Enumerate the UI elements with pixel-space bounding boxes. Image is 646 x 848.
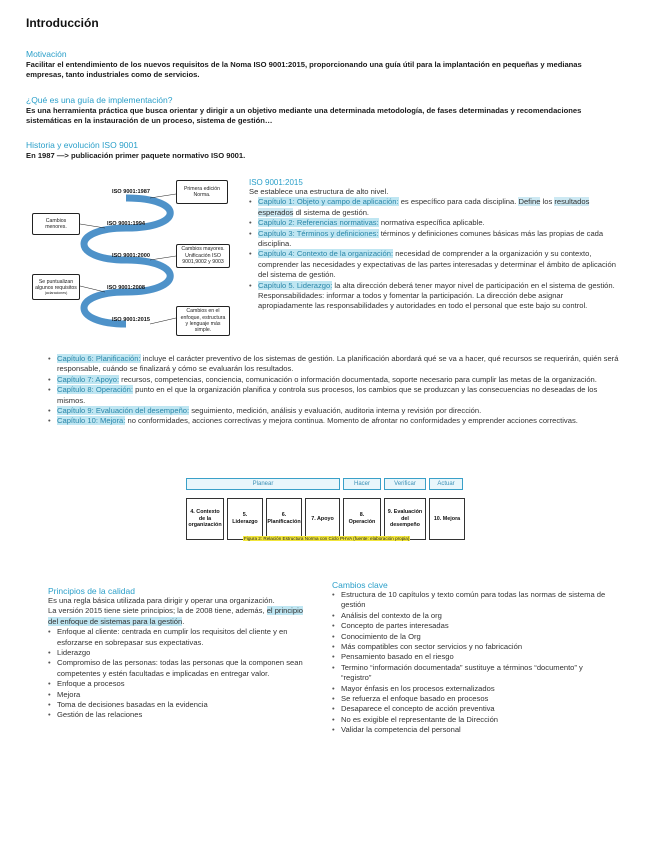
cambios-heading: Cambios clave — [332, 580, 388, 590]
note-puntualizan-small: (aclaraciones) — [44, 291, 68, 296]
timeline-node-1987: ISO 9001:1987 — [112, 189, 150, 195]
timeline-node-1994: ISO 9001:1994 — [107, 221, 145, 227]
cambio-item: • Desaparece el concepto de acción preventiva — [332, 704, 614, 714]
note-puntualizan — [32, 274, 80, 300]
pdca-box-contexto: 4. Contexto de la organización — [186, 498, 224, 540]
historia-heading: Historia y evolución ISO 9001 — [26, 140, 138, 150]
guia-text: Es una herramienta práctica que busca orientar y dirigir a un objetivo mediante una determinada metodología, de fases determinadas y recomendaciones sistemáticas en la instauración de un proceso, sistema de gestión… — [26, 106, 582, 125]
iso2015-heading: ISO 9001:2015 — [249, 178, 303, 187]
iso2015-item-1 — [249, 197, 619, 218]
cambio-item: • Conocimiento de la Org — [332, 632, 614, 642]
cap-4-text: necesidad de comprender a la organización y su contexto, comprender las necesidades y expectativas de las partes interesadas y determinar el ámbito de aplicación del sistema de gestión. — [258, 249, 616, 280]
iso2015-intro: Se establece una estructura de alto nivel. — [249, 187, 389, 196]
pdca-box-liderazgo: 5. Liderazgo — [227, 498, 263, 540]
cambio-item: • Estructura de 10 capítulos y texto común para todas las normas de sistema de gestión — [332, 590, 614, 611]
principio-item: • Gestión de las relaciones — [48, 710, 310, 720]
cambio-item: • Análisis del contexto de la org — [332, 611, 614, 621]
cap-1-end: dl sistema de gestión. — [293, 207, 370, 217]
phase-planear: Planear — [186, 478, 340, 490]
note-cambios-mayores: Cambios mayores. Unificación ISO 9001,9002 y 9003 — [176, 244, 230, 268]
chapter-6-label: Capítulo 6: Planificación: — [57, 354, 141, 363]
guia-heading: ¿Qué es una guía de implementación? — [26, 95, 173, 105]
pdca-box-apoyo: 7. Apoyo — [305, 498, 340, 540]
cap-1-hl-resultados: resultados esperados — [258, 197, 590, 217]
motivacion-text: Facilitar el entendimiento de los nuevos requisitos de la Noma ISO 9001:2015, proporcionando una guía útil para la implantación en pequeñas y medianas empresas, tanto industriales como de servicios. — [26, 60, 582, 79]
principios-p2-a: La versión 2015 tiene siete principios; la de 2008 tiene, además, — [48, 606, 267, 616]
phase-actuar: Actuar — [429, 478, 463, 490]
iso-timeline-diagram — [30, 168, 240, 340]
pdca-box-operacion: 8. Operación — [343, 498, 381, 540]
chapter-10-text: no conformidades, acciones correctivas y mejora continua. Momento de afrontar no conformidades y emprender acciones correctivas. — [125, 416, 578, 426]
cap-3-label: Capítulo 3: Términos y definiciones: — [258, 228, 379, 238]
chapter-8-label: Capítulo 8: Operación: — [57, 385, 133, 395]
iso2015-item-5 — [249, 281, 619, 312]
historia-text: En 1987 —> publicación primer paquete normativo ISO 9001. — [26, 151, 246, 160]
principio-item: • Compromiso de las personas: todas las personas que la componen sean competentes y estén facultadas e implicadas en entregar valor. — [48, 658, 310, 679]
principios-p2-highlight: el principio del enfoque de sistemas para la gestión — [48, 606, 303, 626]
cambio-item: • Validar la competencia del personal — [332, 725, 614, 735]
cap-3-text: términos y definiciones comunes básicas más las propias de cada disciplina. — [258, 228, 604, 249]
cambio-item: • Pensamiento basado en el riesgo — [332, 652, 614, 662]
chapter-6-text: incluye el carácter preventivo de los sistemas de gestión. La planificación abordará qué se va a hacer, qué recursos se requerirán, quién será responsable, cuándo se finalizará y cómo se evaluarán los resultados. — [57, 354, 619, 374]
cambio-item: • Termino “información documentada” sustituye a términos “documento” y “registro” — [332, 663, 614, 684]
cambio-item: • Se refuerza el enfoque basado en procesos — [332, 694, 614, 704]
chapter-6 — [48, 354, 620, 375]
principio-item: • Mejora — [48, 690, 310, 700]
principio-item: • Toma de decisiones basadas en la evidencia — [48, 700, 310, 710]
principios-p1: Es una regla básica utilizada para dirigir y operar una organización. — [48, 596, 275, 605]
note-cambios-menores: Cambios menores. — [32, 213, 80, 235]
principio-item: • Enfoque al cliente: centrada en cumplir los requisitos del cliente y en esforzarse en sobrepasar sus expectativas. — [48, 627, 310, 648]
pdca-box-evaluacion: 9. Evaluación del desempeño — [384, 498, 426, 540]
cap-1-mid: los — [540, 197, 555, 207]
chapter-10 — [48, 416, 620, 426]
motivacion-heading: Motivación — [26, 49, 67, 59]
chapter-7-label: Capítulo 7: Apoyo: — [57, 374, 120, 384]
timeline-node-2000: ISO 9001:2000 — [112, 253, 150, 259]
cambio-item: • Más compatibles con sector servicios y no fabricación — [332, 642, 614, 652]
iso2015-item-3 — [249, 229, 619, 250]
cap-1-text: es específico para cada disciplina. — [398, 197, 519, 207]
chapter-10-label: Capítulo 10: Mejora: — [57, 416, 126, 426]
iso2015-section — [249, 178, 619, 312]
principio-item: • Enfoque a procesos — [48, 679, 310, 689]
cambio-item: • Concepto de partes interesadas — [332, 621, 614, 631]
cap-1-label: Capítulo 1: Objeto y campo de aplicación: — [258, 197, 399, 207]
connector-3 — [150, 256, 176, 260]
pdca-box-planificacion: 6. Planificación — [266, 498, 302, 540]
cap-5-label: Capítulo 5. Liderazgo: — [258, 280, 333, 290]
phase-verificar: Verificar — [384, 478, 426, 490]
iso2015-item-4 — [249, 249, 619, 280]
chapter-8 — [48, 385, 620, 406]
connector-1 — [150, 194, 176, 198]
chapter-9 — [48, 406, 620, 416]
chapters-list — [48, 354, 620, 427]
cambios-section — [332, 580, 614, 736]
connector-5 — [150, 318, 176, 324]
note-puntualizan-text: Se puntualizan algunos requisitos — [35, 278, 77, 291]
cambio-item: • Mayor énfasis en los procesos externalizados — [332, 684, 614, 694]
principios-heading: Principios de la calidad — [48, 586, 135, 596]
cap-1-hl-define: Define — [518, 197, 541, 207]
cambios-list — [332, 590, 614, 736]
cap-2-text: normativa específica aplicable. — [378, 218, 485, 228]
iso2015-list — [249, 197, 619, 311]
connector-4 — [80, 286, 105, 292]
chapter-7 — [48, 375, 620, 385]
phase-hacer: Hacer — [343, 478, 381, 490]
cambio-item: • No es exigible el representante de la Dirección — [332, 715, 614, 725]
principios-p2-b: . — [182, 616, 185, 626]
principios-list — [48, 627, 310, 721]
timeline-node-2015: ISO 9001:2015 — [112, 317, 150, 323]
page-title: Introducción — [26, 16, 99, 30]
pdca-caption: Figura 2: Relación Estructura Norma con Ciclo PHVA (fuente: elaboración propia) — [244, 536, 410, 541]
principios-p2 — [48, 606, 310, 627]
chapter-9-text: seguimiento, medición, análisis y evaluación, auditoria interna y revisión por dirección. — [189, 406, 482, 416]
cap-4-label: Capítulo 4: Contexto de la organización: — [258, 249, 394, 259]
chapter-9-label: Capítulo 9: Evaluación del desempeño: — [57, 406, 190, 416]
cap-2-label: Capítulo 2: Referencias normativas: — [258, 218, 379, 228]
note-cambios-enfoque: Cambios en el enfoque, estructura y lenguaje más simple. — [176, 306, 230, 336]
principios-section — [48, 586, 310, 721]
pdca-box-mejora: 10. Mejora — [429, 498, 465, 540]
timeline-node-2008: ISO 9001:2008 — [107, 285, 145, 291]
chapter-7-text: recursos, competencias, conciencia, comunicación o información documentada, soporte necesario para cumplir las metas de la organización. — [119, 374, 597, 384]
iso2015-item-2 — [249, 218, 619, 228]
chapter-8-text: punto en el que la organización planifica y controla sus procesos, los cambios que se produzcan y las consecuencias no deseadas de los mismos. — [57, 385, 598, 405]
cap-5-text: la alta dirección deberá tener mayor nivel de participación en el sistema de gestión. Responsabilidades: informar a todos y fomentar la participación. La dirección debe asignar apropiadamente las responsabilidades y autoridades en todo el personal que este bajo su control. — [258, 280, 615, 311]
principio-item: • Liderazgo — [48, 648, 310, 658]
note-primera-edicion: Primera edición Norma. — [176, 180, 228, 204]
connector-2 — [80, 224, 105, 228]
